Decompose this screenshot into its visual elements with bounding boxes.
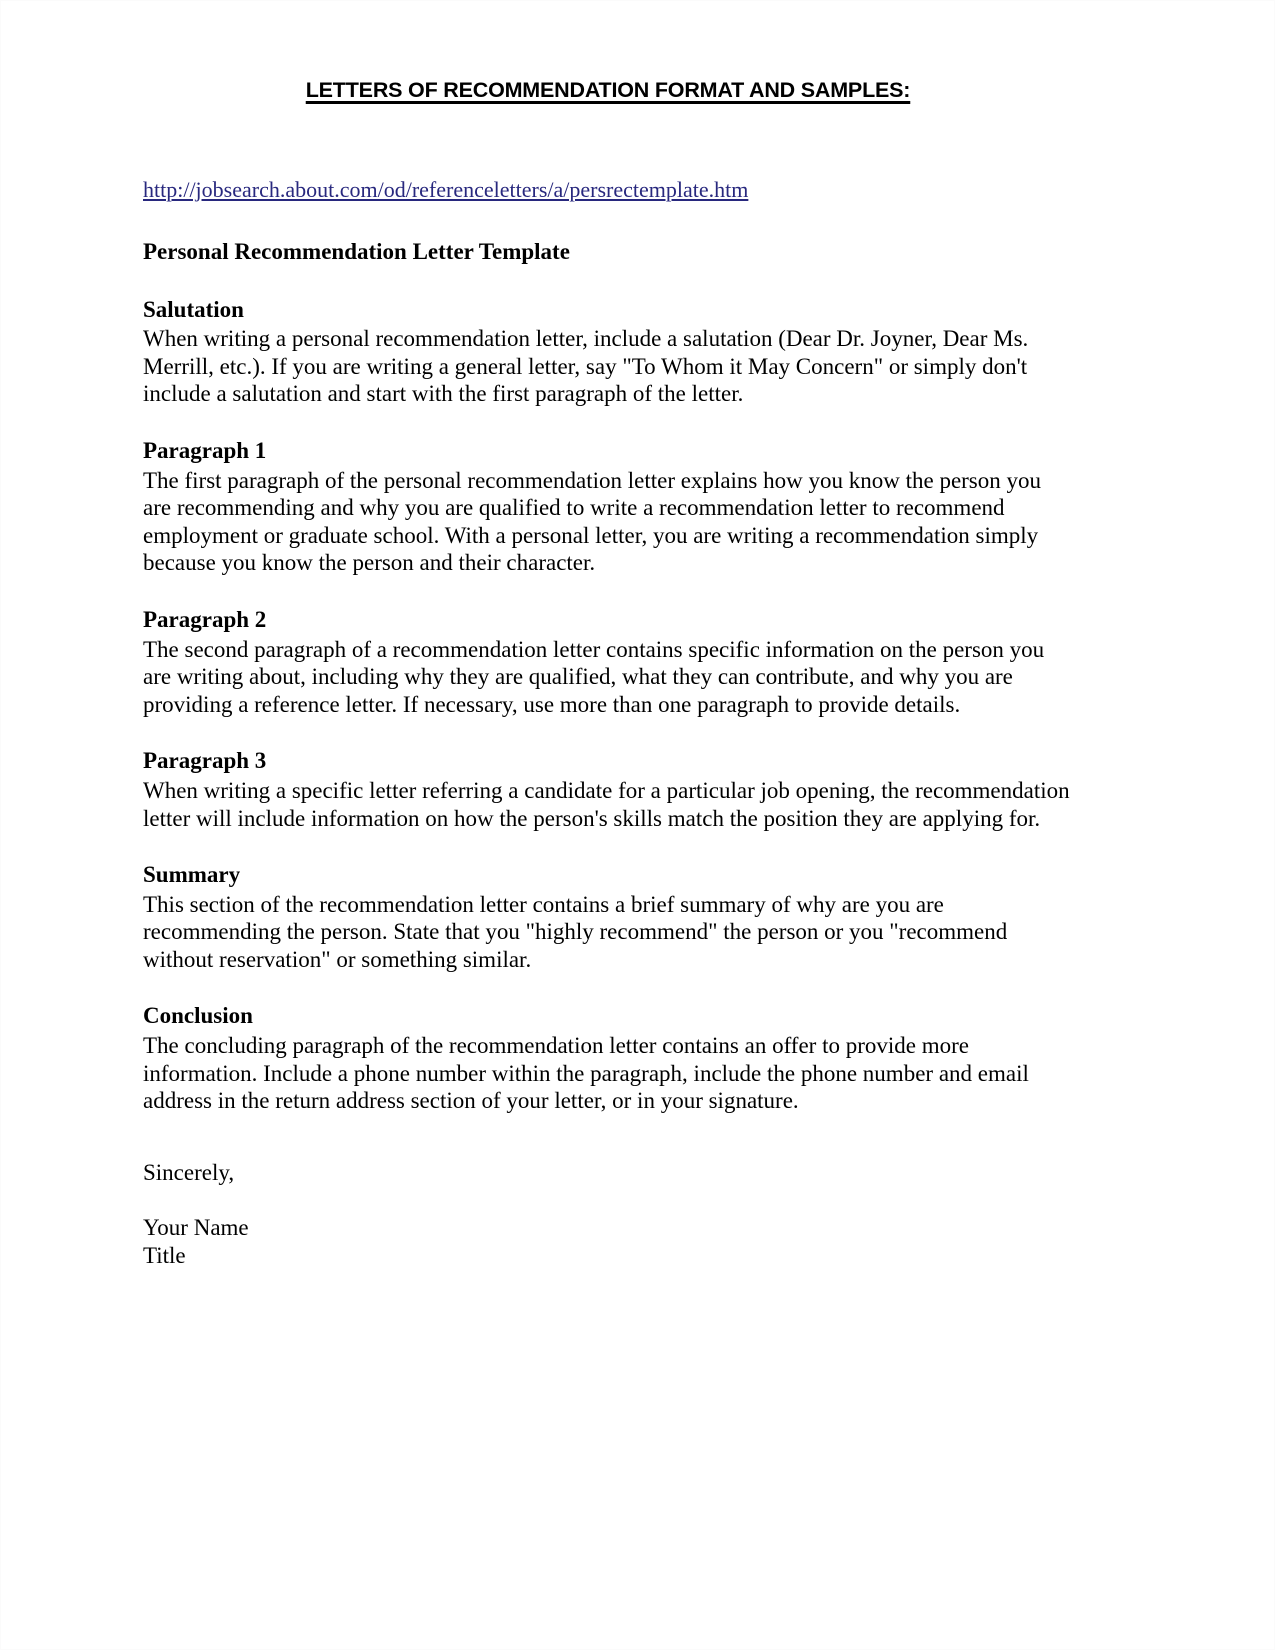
section-summary <box>143 832 1073 973</box>
page-title <box>143 0 1073 103</box>
section-conclusion <box>143 973 1073 1114</box>
source-url-line <box>143 103 1073 203</box>
section-paragraph-1 <box>143 408 1073 577</box>
section-body-salutation: When writing a personal recommendation letter, include a salutation (Dear Dr. Joyner, Dear Ms. Merrill, etc.). If you are writing a general letter, say "To Whom it May Concern" or simply don't include a salutation and start with the first paragraph of the letter. <box>143 326 1029 407</box>
page-title-text: LETTERS OF RECOMMENDATION FORMAT AND SAMPLES: <box>305 78 911 102</box>
section-heading-paragraph-2: Paragraph 2 <box>143 606 267 632</box>
signature-block <box>143 1186 1073 1269</box>
section-salutation <box>143 267 1073 408</box>
section-paragraph-3 <box>143 718 1073 832</box>
signature-name: Your Name <box>143 1215 249 1241</box>
document-body <box>143 0 1073 1269</box>
section-body-conclusion: The concluding paragraph of the recommendation letter contains an offer to provide more information. Include a phone number within the paragraph, include the phone number and email address in the return address section of your letter, or in your signature. <box>143 1033 1029 1114</box>
section-body-summary: This section of the recommendation letter contains a brief summary of why are you are recommending the person. State that you "highly recommend" the person or you "recommend without reservation" or something similar. <box>143 891 1008 972</box>
section-body-paragraph-1: The first paragraph of the personal recommendation letter explains how you know the person you are recommending and why you are qualified to write a recommendation letter to recommend employment or graduate school. With a personal letter, you are writing a recommendation simply because you know the person and their character. <box>143 467 1042 576</box>
section-paragraph-2 <box>143 577 1073 718</box>
section-heading-paragraph-1: Paragraph 1 <box>143 437 267 463</box>
section-body-paragraph-2: The second paragraph of a recommendation letter contains specific information on the person you are writing about, including why they are qualified, what they can contribute, and why you are providing a reference letter. If necessary, use more than one paragraph to provide details. <box>143 636 1045 717</box>
section-heading-conclusion: Conclusion <box>143 1003 253 1029</box>
template-heading: Personal Recommendation Letter Template <box>143 238 570 264</box>
section-heading-paragraph-3: Paragraph 3 <box>143 748 267 774</box>
section-heading-summary: Summary <box>143 862 241 888</box>
section-body-paragraph-3: When writing a specific letter referring a candidate for a particular job opening, the recommendation letter will include information on how the person's skills match the position they are applying for. <box>143 778 1070 831</box>
signature-title: Title <box>143 1242 186 1268</box>
closing-line: Sincerely, <box>143 1159 235 1185</box>
section-heading-salutation: Salutation <box>143 296 244 322</box>
source-url-link[interactable]: http://jobsearch.about.com/od/referenceletters/a/persrectemplate.htm <box>143 177 749 203</box>
